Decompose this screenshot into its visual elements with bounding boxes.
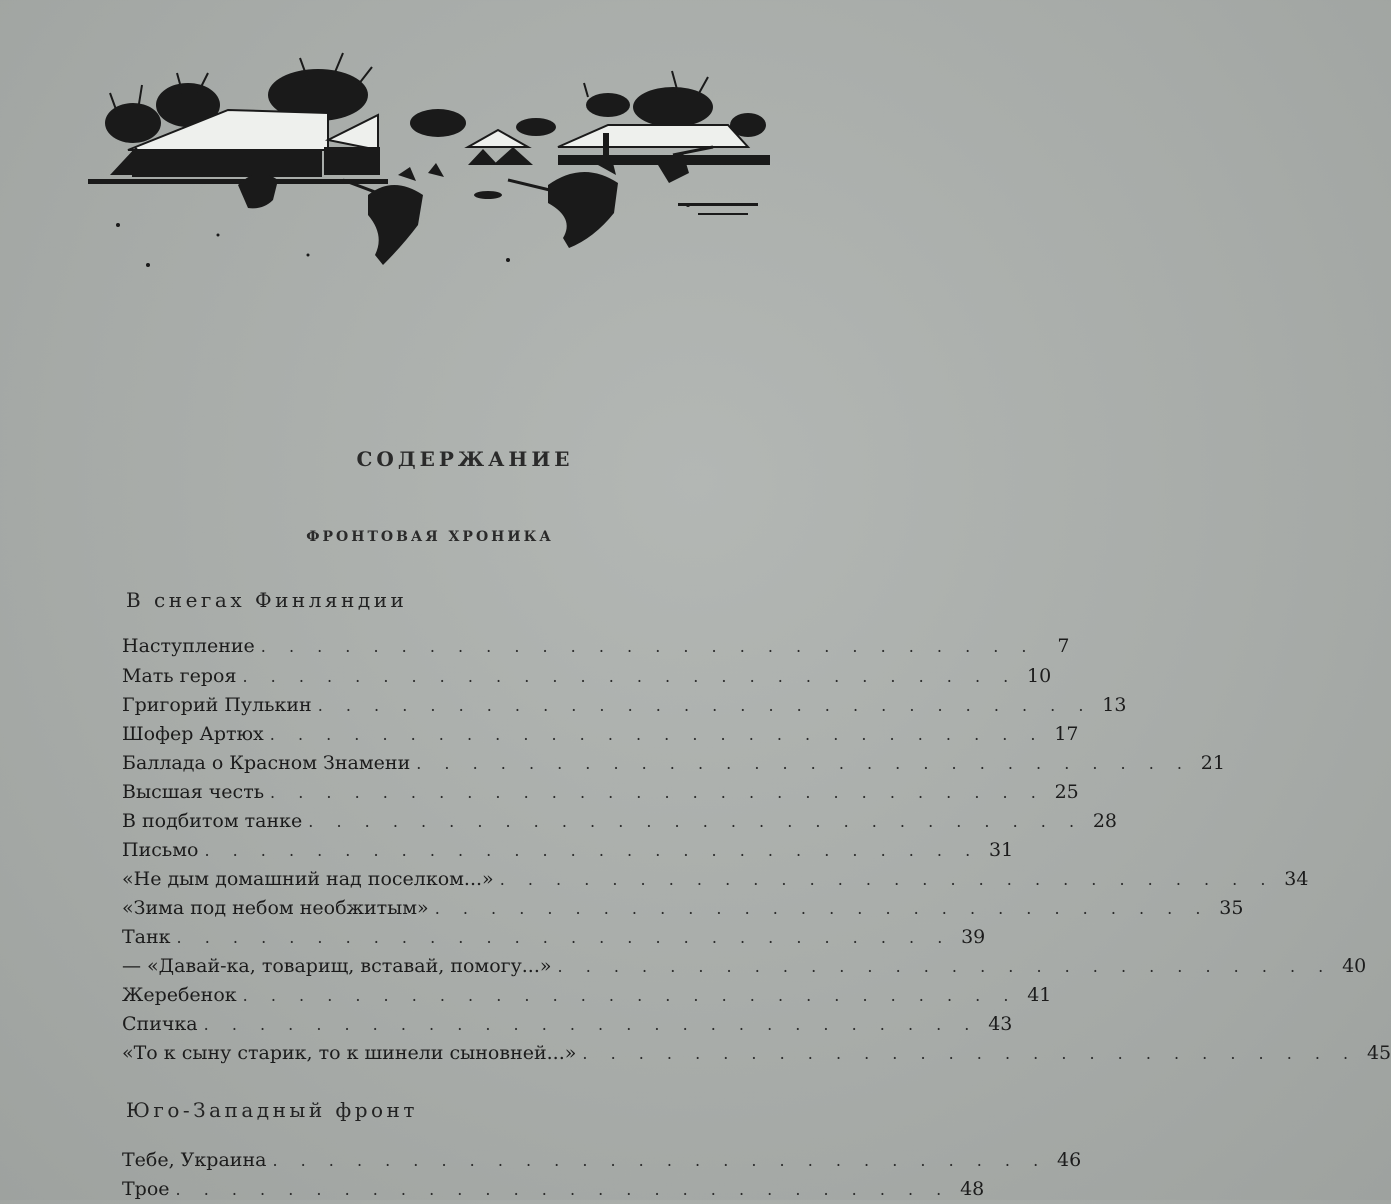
leader-dots: . . . . . . . . . . . . . . . . . . . . . . . . . . . . [308,812,1084,831]
entry-title: Танк [122,926,171,948]
leader-dots: . . . . . . . . . . . . . . . . . . . . . . . . . . . . [272,1151,1048,1170]
toc-entry [122,865,1309,893]
toc-entry [122,778,1079,806]
leader-dots: . . . . . . . . . . . . . . . . . . . . . . . . . . . . [175,1180,951,1199]
leader-dots: . . . . . . . . . . . . . . . . . . . . . . . . . . . . [269,725,1045,744]
toc-entry [122,952,1367,980]
entry-page: 7 [1057,635,1070,657]
entry-page: 31 [988,839,1014,861]
toc-entry [122,807,1118,835]
toc-entry [122,1175,985,1203]
leader-dots: . . . . . . . . . . . . . . . . . . . . . . . . . . . . [260,637,1036,656]
entry-title: Спичка [122,1013,198,1035]
entry-page: 10 [1027,665,1052,687]
winter-village-cavalry-illustration [88,55,778,280]
leader-dots: . . . . . . . . . . . . . . . . . . . . . . . . . . . . [242,667,1018,686]
entry-title: — «Давай-ка, товарищ, вставай, помогу...» [122,955,552,977]
entry-title: Жеребенок [122,984,237,1006]
entry-page: 39 [961,926,986,948]
toc-entry [122,1039,1391,1067]
entry-title: Наступление [122,635,255,657]
entry-title: Письмо [122,839,199,861]
entry-page: 45 [1366,1042,1391,1064]
leader-dots: . . . . . . . . . . . . . . . . . . . . . . . . . . . . [317,696,1093,715]
entry-title: «То к сыну старик, то к шинели сыновней...» [122,1042,577,1064]
part-title: ФРОНТОВАЯ ХРОНИКА [306,529,554,545]
leader-dots: . . . . . . . . . . . . . . . . . . . . . . . . . . . . [242,986,1018,1005]
toc-entry [122,691,1127,719]
toc-entry [122,894,1244,922]
entry-title: Шофер Артюх [122,723,264,745]
entry-page: 34 [1284,868,1309,890]
entry-page: 13 [1102,694,1127,716]
entry-page: 21 [1200,752,1225,774]
entry-page: 46 [1056,1149,1082,1171]
leader-dots: . . . . . . . . . . . . . . . . . . . . . . . . . . . . [270,783,1045,802]
entry-page: 25 [1054,781,1079,803]
toc-entry [122,632,1070,660]
entry-page: 43 [988,1013,1013,1035]
leader-dots: . . . . . . . . . . . . . . . . . . . . . . . . . . . . [203,1015,979,1034]
toc-entry [122,836,1014,864]
toc-entry [122,662,1052,690]
toc-entry [122,720,1079,748]
leader-dots: . . . . . . . . . . . . . . . . . . . . . . . . . . . . [557,957,1333,976]
section-title: Юго-Западный фронт [126,1098,418,1122]
toc-entry [122,1146,1082,1174]
entry-title: Тебе, Украина [122,1149,267,1171]
section-title: В снегах Финляндии [126,588,408,612]
entry-title: Мать героя [122,665,237,687]
toc-entry [122,981,1052,1009]
entry-page: 48 [960,1178,985,1200]
toc-entry [122,749,1225,777]
leader-dots: . . . . . . . . . . . . . . . . . . . . . . . . . . . . [416,754,1191,773]
leader-dots: . . . . . . . . . . . . . . . . . . . . . . . . . . . . [176,928,952,947]
table-of-contents-heading: СОДЕРЖАНИЕ [356,447,574,471]
entry-page: 35 [1219,897,1244,919]
entry-title: Трое [122,1178,170,1200]
entry-title: Григорий Пулькин [122,694,312,716]
leader-dots: . . . . . . . . . . . . . . . . . . . . . . . . . . . . [434,899,1210,918]
entry-page: 41 [1027,984,1052,1006]
entry-page: 17 [1054,723,1079,745]
leader-dots: . . . . . . . . . . . . . . . . . . . . . . . . . . . . [499,870,1275,889]
entry-title: Высшая честь [122,781,265,803]
toc-entry [122,1010,1013,1038]
entry-title: Баллада о Красном Знамени [122,752,411,774]
leader-dots: . . . . . . . . . . . . . . . . . . . . . . . . . . . . [204,841,980,860]
toc-entry [122,923,986,951]
entry-title: В подбитом танке [122,810,303,832]
entry-page: 28 [1092,810,1118,832]
entry-page: 40 [1342,955,1367,977]
entry-title: «Зима под небом необжитым» [122,897,429,919]
entry-title: «Не дым домашний над поселком...» [122,868,494,890]
leader-dots: . . . . . . . . . . . . . . . . . . . . . . . . . . . . [582,1044,1358,1063]
